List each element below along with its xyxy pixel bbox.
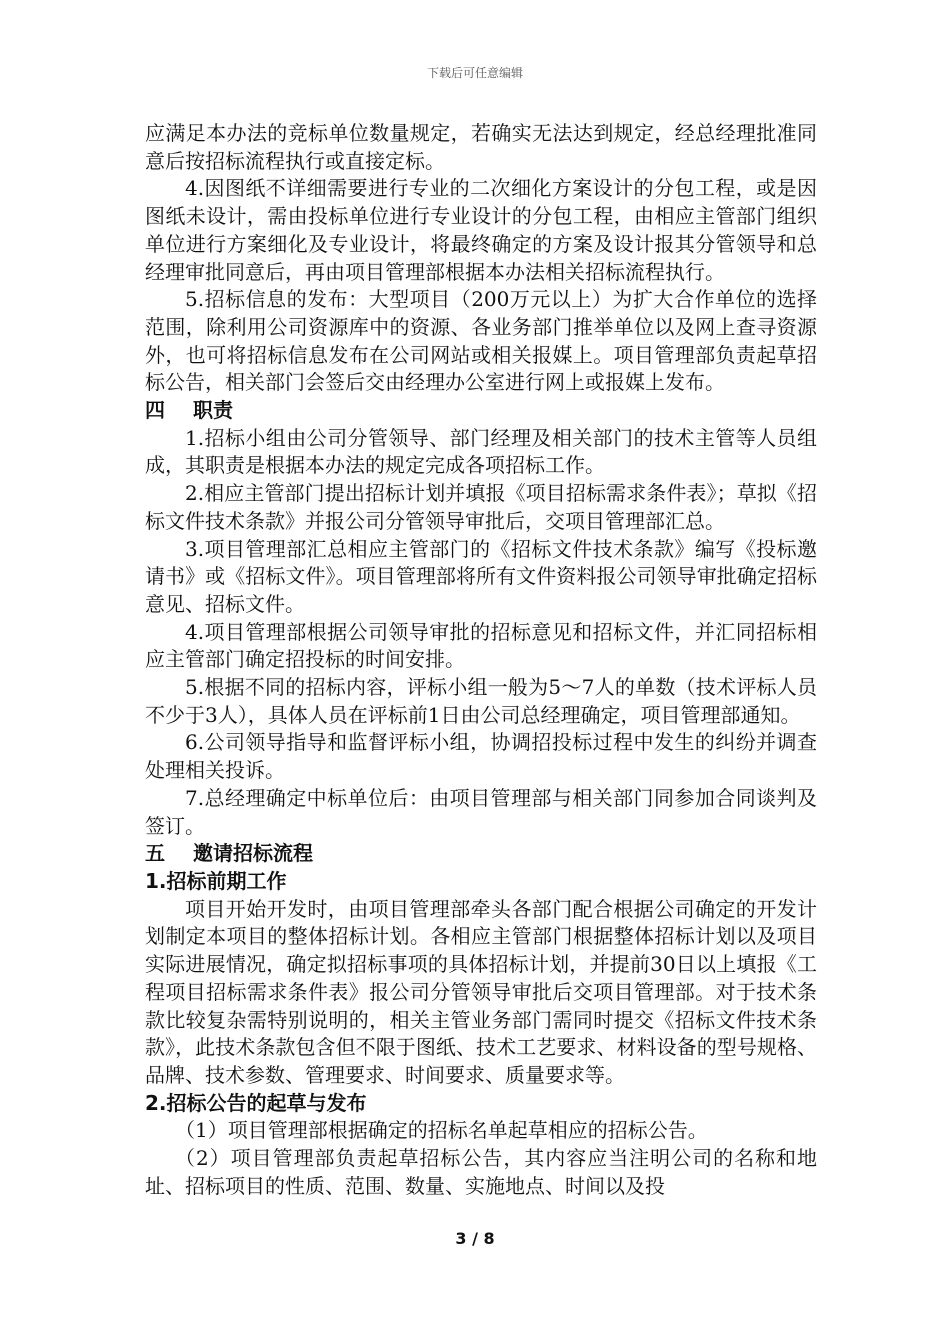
- paragraph: 7.总经理确定中标单位后：由项目管理部与相关部门同参加合同谈判及签订。: [145, 785, 817, 838]
- paragraph: 项目开始开发时，由项目管理部牵头各部门配合根据公司确定的开发计划制定本项目的整体招标计划。各相应主管部门根据整体招标计划以及项目实际进展情况，确定拟招标事项的具体招标计划，并提前30日以上填报《工程项目招标需求条件表》报公司分管领导审批后交项目管理部。对于技术条款比较复杂需特别说明的，相关主管业务部门需同时提交《招标文件技术条款》，此技术条款包含但不限于图纸、技术工艺要求、材料设备的型号规格、品牌、技术参数、管理要求、时间要求、质量要求等。: [145, 896, 817, 1087]
- section-number: 五: [145, 841, 165, 866]
- paragraph: 5.根据不同的招标内容，评标小组一般为5～7人的单数（技术评标人员不少于3人），具体人员在评标前1日由公司总经理确定，项目管理部通知。: [145, 675, 817, 727]
- paragraph: 3.项目管理部汇总相应主管部门的《招标文件技术条款》编写《投标邀请书》或《招标文件》。项目管理部将所有文件资料报公司领导审批确定招标意见、招标文件。: [145, 536, 817, 616]
- paragraph: 6.公司领导指导和监督评标小组，协调招投标过程中发生的纠纷并调查处理相关投诉。: [145, 730, 817, 783]
- section-title: 邀请招标流程: [193, 841, 313, 866]
- paragraph: （1）项目管理部根据确定的招标名单起草相应的招标公告。: [175, 1118, 708, 1143]
- paragraph: 4.项目管理部根据公司领导审批的招标意见和招标文件，并汇同招标相应主管部门确定招投标的时间安排。: [145, 619, 817, 672]
- document-body: [145, 120, 817, 1200]
- paragraph: （2）项目管理部负责起草招标公告，其内容应当注明公司的名称和地址、招标项目的性质、范围、数量、实施地点、时间以及投: [145, 1146, 817, 1198]
- paragraph: 5.招标信息的发布：大型项目（200万元以上）为扩大合作单位的选择范围，除利用公司资源库中的资源、各业务部门推举单位以及网上查寻资源外，也可将招标信息发布在公司网站或相关报媒上。项目管理部负责起草招标公告，相关部门会签后交由经理办公室进行网上或报媒上发布。: [145, 287, 817, 395]
- paragraph: 1.招标小组由公司分管领导、部门经理及相关部门的技术主管等人员组成，其职责是根据本办法的规定完成各项招标工作。: [145, 425, 817, 478]
- section-number: 四: [145, 398, 165, 423]
- section-heading: [145, 840, 817, 868]
- section-title: 职责: [193, 398, 233, 423]
- paragraph: 4.因图纸不详细需要进行专业的二次细化方案设计的分包工程，或是因图纸未设计，需由投标单位进行专业设计的分包工程，由相应主管部门组织单位进行方案细化及专业设计，将最终确定的方案及设计报其分管领导和总经理审批同意后，再由项目管理部根据本办法相关招标流程执行。: [145, 176, 817, 284]
- page-header: 下载后可任意编辑: [426, 66, 523, 80]
- page-number: 3 / 8: [455, 1229, 495, 1248]
- subsection-heading: 1.招标前期工作: [145, 868, 287, 893]
- subsection-heading: 2.招标公告的起草与发布: [145, 1090, 367, 1115]
- paragraph: 2.相应主管部门提出招标计划并填报《项目招标需求条件表》；草拟《招标文件技术条款》并报公司分管领导审批后，交项目管理部汇总。: [145, 481, 817, 533]
- paragraph: 应满足本办法的竞标单位数量规定，若确实无法达到规定，经总经理批准同意后按招标流程执行或直接定标。: [145, 121, 817, 173]
- section-heading: [145, 397, 817, 425]
